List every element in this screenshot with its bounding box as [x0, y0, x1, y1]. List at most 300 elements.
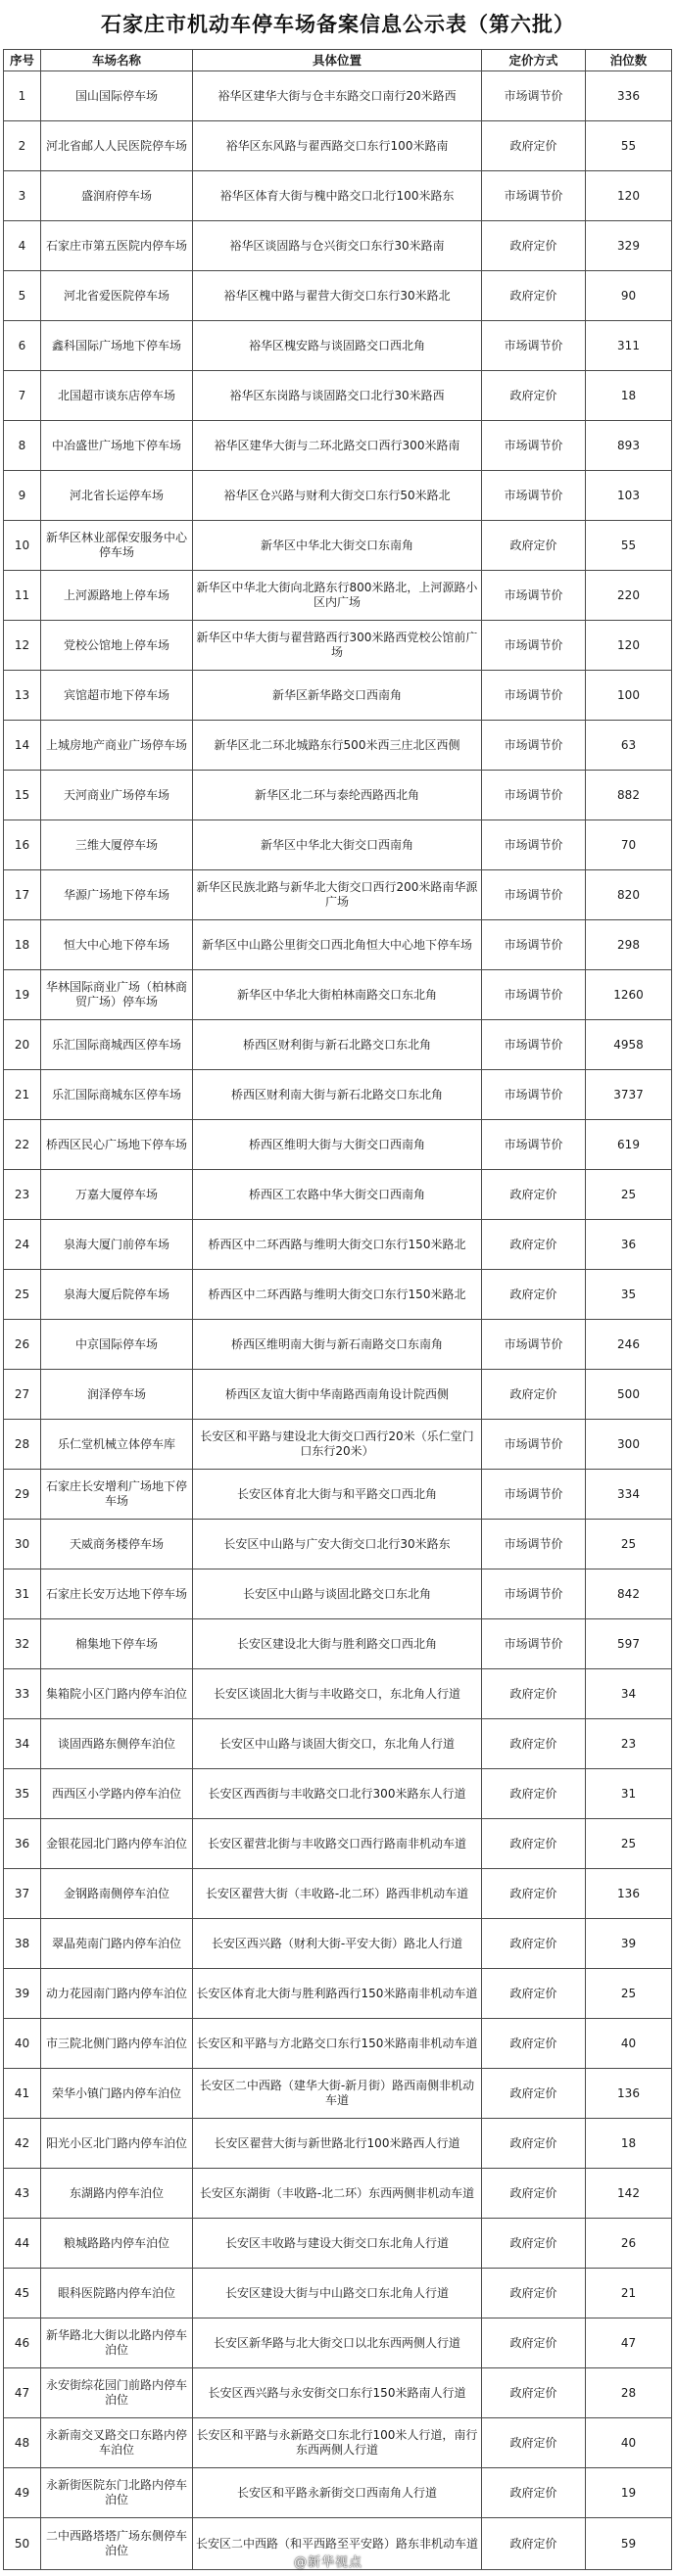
cell-index: 24 — [4, 1220, 41, 1270]
cell-spaces: 100 — [586, 671, 672, 721]
cell-spaces: 19 — [586, 2468, 672, 2518]
table-row — [4, 171, 672, 221]
cell-spaces: 90 — [586, 271, 672, 321]
cell-spaces: 246 — [586, 1320, 672, 1370]
cell-location: 长安区翟营大街与新世路北行100米路西人行道 — [193, 2119, 482, 2169]
cell-pricing: 政府定价 — [482, 521, 586, 571]
cell-pricing: 政府定价 — [482, 2069, 586, 2119]
cell-location: 裕华区谈固路与仓兴街交口东行30米路南 — [193, 221, 482, 271]
cell-pricing: 政府定价 — [482, 1719, 586, 1769]
cell-spaces: 63 — [586, 721, 672, 771]
table-row — [4, 1719, 672, 1769]
cell-name: 翠晶苑南门路内停车泊位 — [41, 1919, 193, 1969]
cell-spaces: 39 — [586, 1919, 672, 1969]
cell-index: 23 — [4, 1170, 41, 1220]
table-row — [4, 671, 672, 721]
cell-location: 长安区建设北大街与胜利路交口西北角 — [193, 1619, 482, 1669]
table-row — [4, 621, 672, 671]
cell-index: 11 — [4, 571, 41, 621]
cell-location: 长安区新华路与北大街交口以北东西两侧人行道 — [193, 2318, 482, 2368]
table-row — [4, 121, 672, 171]
cell-spaces: 25 — [586, 1170, 672, 1220]
cell-location: 裕华区槐安路与谈固路交口西北角 — [193, 321, 482, 371]
table-row — [4, 71, 672, 121]
cell-index: 29 — [4, 1470, 41, 1520]
cell-index: 35 — [4, 1769, 41, 1819]
cell-name: 河北省爱医院停车场 — [41, 271, 193, 321]
cell-index: 28 — [4, 1420, 41, 1470]
cell-index: 12 — [4, 621, 41, 671]
cell-index: 10 — [4, 521, 41, 571]
cell-name: 党校公馆地上停车场 — [41, 621, 193, 671]
cell-pricing: 政府定价 — [482, 1669, 586, 1719]
cell-spaces: 311 — [586, 321, 672, 371]
cell-index: 4 — [4, 221, 41, 271]
cell-name: 桥西区民心广场地下停车场 — [41, 1120, 193, 1170]
cell-location: 新华区中华北大街交口东南角 — [193, 521, 482, 571]
cell-spaces: 55 — [586, 521, 672, 571]
cell-name: 石家庄长安增利广场地下停车场 — [41, 1470, 193, 1520]
header-location: 具体位置 — [193, 50, 482, 71]
cell-name: 河北省长运停车场 — [41, 471, 193, 521]
cell-pricing: 政府定价 — [482, 1370, 586, 1420]
cell-index: 22 — [4, 1120, 41, 1170]
cell-spaces: 300 — [586, 1420, 672, 1470]
cell-spaces: 619 — [586, 1120, 672, 1170]
cell-location: 桥西区财利南大街与新石北路交口东北角 — [193, 1070, 482, 1120]
cell-pricing: 市场调节价 — [482, 671, 586, 721]
table-row — [4, 2468, 672, 2518]
cell-index: 7 — [4, 371, 41, 421]
cell-name: 泉海大厦门前停车场 — [41, 1220, 193, 1270]
cell-spaces: 120 — [586, 621, 672, 671]
cell-location: 新华区北二环与泰纶西路西北角 — [193, 771, 482, 820]
table-row — [4, 1520, 672, 1569]
cell-location: 长安区体育北大街与胜利路西行150米路南非机动车道 — [193, 1969, 482, 2019]
cell-spaces: 136 — [586, 2069, 672, 2119]
cell-pricing: 政府定价 — [482, 2368, 586, 2418]
cell-location: 裕华区槐中路与翟营大街交口东行30米路北 — [193, 271, 482, 321]
cell-pricing: 政府定价 — [482, 1869, 586, 1919]
cell-pricing: 市场调节价 — [482, 1569, 586, 1619]
cell-location: 桥西区中二环西路与维明大街交口东行150米路北 — [193, 1220, 482, 1270]
cell-spaces: 336 — [586, 71, 672, 121]
cell-name: 宾馆超市地下停车场 — [41, 671, 193, 721]
cell-index: 46 — [4, 2318, 41, 2368]
cell-index: 40 — [4, 2019, 41, 2069]
cell-name: 北国超市谈东店停车场 — [41, 371, 193, 421]
cell-index: 42 — [4, 2119, 41, 2169]
cell-spaces: 334 — [586, 1470, 672, 1520]
cell-location: 新华区北二环北城路东行500米西三庄北区西侧 — [193, 721, 482, 771]
cell-location: 桥西区中二环西路与维明大街交口东行150米路北 — [193, 1270, 482, 1320]
cell-pricing: 政府定价 — [482, 2219, 586, 2269]
cell-index: 34 — [4, 1719, 41, 1769]
table-row — [4, 820, 672, 870]
cell-index: 6 — [4, 321, 41, 371]
cell-location: 长安区中山路与谈固大街交口，东北角人行道 — [193, 1719, 482, 1769]
cell-location: 长安区和平路与方北路交口东行150米路南非机动车道 — [193, 2019, 482, 2069]
cell-name: 润泽停车场 — [41, 1370, 193, 1420]
table-row — [4, 1769, 672, 1819]
cell-spaces: 31 — [586, 1769, 672, 1819]
cell-location: 长安区谈固北大街与丰收路交口，东北角人行道 — [193, 1669, 482, 1719]
cell-spaces: 597 — [586, 1619, 672, 1669]
cell-location: 桥西区财利街与新石北路交口东北角 — [193, 1020, 482, 1070]
cell-location: 长安区建设大街与中山路交口东北角人行道 — [193, 2269, 482, 2318]
cell-pricing: 市场调节价 — [482, 721, 586, 771]
cell-spaces: 120 — [586, 171, 672, 221]
cell-index: 17 — [4, 870, 41, 920]
cell-name: 新华区林业部保安服务中心停车场 — [41, 521, 193, 571]
cell-name: 河北省邮人人民医院停车场 — [41, 121, 193, 171]
cell-spaces: 40 — [586, 2019, 672, 2069]
table-row — [4, 571, 672, 621]
cell-spaces: 882 — [586, 771, 672, 820]
cell-index: 37 — [4, 1869, 41, 1919]
cell-location: 长安区二中西路（和平西路至平安路）路东非机动车道 — [193, 2518, 482, 2570]
cell-spaces: 55 — [586, 121, 672, 171]
cell-name: 二中西路塔塔广场东侧停车泊位 — [41, 2518, 193, 2570]
cell-name: 中京国际停车场 — [41, 1320, 193, 1370]
cell-location: 长安区西兴路与永安街交口东行150米路南人行道 — [193, 2368, 482, 2418]
cell-location: 桥西区友谊大街中华南路西南角设计院西侧 — [193, 1370, 482, 1420]
cell-spaces: 842 — [586, 1569, 672, 1619]
cell-location: 长安区西西街与丰收路交口北行300米路东人行道 — [193, 1769, 482, 1819]
cell-pricing: 市场调节价 — [482, 1520, 586, 1569]
cell-spaces: 35 — [586, 1270, 672, 1320]
table-row — [4, 2119, 672, 2169]
cell-location: 桥西区维明大街与大街交口西南角 — [193, 1120, 482, 1170]
cell-index: 31 — [4, 1569, 41, 1619]
table-row — [4, 1470, 672, 1520]
cell-pricing: 市场调节价 — [482, 1070, 586, 1120]
cell-spaces: 18 — [586, 2119, 672, 2169]
cell-spaces: 40 — [586, 2418, 672, 2468]
cell-name: 上城房地产商业广场停车场 — [41, 721, 193, 771]
cell-pricing: 市场调节价 — [482, 621, 586, 671]
cell-location: 裕华区仓兴路与财利大街交口东行50米路北 — [193, 471, 482, 521]
cell-pricing: 政府定价 — [482, 2418, 586, 2468]
cell-spaces: 28 — [586, 2368, 672, 2418]
cell-spaces: 820 — [586, 870, 672, 920]
header-row — [4, 50, 672, 71]
cell-pricing: 市场调节价 — [482, 920, 586, 970]
cell-name: 天威商务楼停车场 — [41, 1520, 193, 1569]
cell-pricing: 市场调节价 — [482, 1619, 586, 1669]
table-row — [4, 1569, 672, 1619]
cell-name: 粮城路路内停车泊位 — [41, 2219, 193, 2269]
cell-location: 桥西区维明南大街与新石南路交口东南角 — [193, 1320, 482, 1370]
table-row — [4, 1420, 672, 1470]
cell-index: 14 — [4, 721, 41, 771]
cell-index: 27 — [4, 1370, 41, 1420]
cell-location: 长安区和平路与永新路交口东北行100米人行道，南行东西两侧人行道 — [193, 2418, 482, 2468]
cell-pricing: 政府定价 — [482, 2119, 586, 2169]
cell-name: 鑫科国际广场地下停车场 — [41, 321, 193, 371]
table-row — [4, 2269, 672, 2318]
cell-pricing: 市场调节价 — [482, 970, 586, 1020]
header-index: 序号 — [4, 50, 41, 71]
cell-location: 长安区西兴路（财利大街-平安大街）路北人行道 — [193, 1919, 482, 1969]
watermark: @新华视点 — [294, 2555, 363, 2570]
cell-name: 谈固西路东侧停车泊位 — [41, 1719, 193, 1769]
cell-spaces: 23 — [586, 1719, 672, 1769]
cell-name: 石家庄市第五医院内停车场 — [41, 221, 193, 271]
cell-name: 恒大中心地下停车场 — [41, 920, 193, 970]
cell-location: 裕华区东岗路与谈固路交口北行30米路西 — [193, 371, 482, 421]
table-row — [4, 1170, 672, 1220]
cell-name: 乐仁堂机械立体停车库 — [41, 1420, 193, 1470]
table-row — [4, 421, 672, 471]
cell-location: 裕华区体育大街与槐中路交口北行100米路东 — [193, 171, 482, 221]
table-row — [4, 221, 672, 271]
cell-name: 金银花园北门路内停车泊位 — [41, 1819, 193, 1869]
cell-location: 裕华区建华大街与仓丰东路交口南行20米路西 — [193, 71, 482, 121]
cell-pricing: 政府定价 — [482, 1919, 586, 1969]
table-row — [4, 471, 672, 521]
cell-location: 长安区中山路与广安大街交口北行30米路东 — [193, 1520, 482, 1569]
cell-spaces: 25 — [586, 1819, 672, 1869]
table-row — [4, 721, 672, 771]
cell-pricing: 政府定价 — [482, 121, 586, 171]
cell-pricing: 政府定价 — [482, 271, 586, 321]
table-row — [4, 1819, 672, 1869]
cell-pricing: 政府定价 — [482, 1220, 586, 1270]
cell-name: 万嘉大厦停车场 — [41, 1170, 193, 1220]
cell-name: 荣华小镇门路内停车泊位 — [41, 2069, 193, 2119]
cell-pricing: 市场调节价 — [482, 471, 586, 521]
cell-location: 裕华区东风路与翟西路交口东行100米路南 — [193, 121, 482, 171]
cell-name: 华林国际商业广场（柏林商贸广场）停车场 — [41, 970, 193, 1020]
cell-location: 裕华区建华大街与二环北路交口西行300米路南 — [193, 421, 482, 471]
cell-spaces: 59 — [586, 2518, 672, 2570]
cell-pricing: 政府定价 — [482, 371, 586, 421]
cell-name: 金钢路南侧停车泊位 — [41, 1869, 193, 1919]
cell-pricing: 政府定价 — [482, 2468, 586, 2518]
cell-spaces: 36 — [586, 1220, 672, 1270]
table-row — [4, 1919, 672, 1969]
cell-index: 21 — [4, 1070, 41, 1120]
cell-spaces: 3737 — [586, 1070, 672, 1120]
cell-location: 长安区和平路永新街交口西南角人行道 — [193, 2468, 482, 2518]
cell-pricing: 市场调节价 — [482, 771, 586, 820]
cell-name: 阳光小区北门路内停车泊位 — [41, 2119, 193, 2169]
cell-pricing: 政府定价 — [482, 1270, 586, 1320]
cell-index: 3 — [4, 171, 41, 221]
table-row — [4, 1320, 672, 1370]
table-row — [4, 2318, 672, 2368]
cell-pricing: 市场调节价 — [482, 571, 586, 621]
cell-index: 38 — [4, 1919, 41, 1969]
cell-pricing: 市场调节价 — [482, 1420, 586, 1470]
table-row — [4, 870, 672, 920]
cell-location: 桥西区工农路中华大街交口西南角 — [193, 1170, 482, 1220]
cell-pricing: 政府定价 — [482, 1969, 586, 2019]
cell-pricing: 政府定价 — [482, 2169, 586, 2219]
cell-spaces: 136 — [586, 1869, 672, 1919]
cell-index: 9 — [4, 471, 41, 521]
cell-pricing: 政府定价 — [482, 1819, 586, 1869]
cell-index: 30 — [4, 1520, 41, 1569]
cell-index: 39 — [4, 1969, 41, 2019]
cell-pricing: 市场调节价 — [482, 870, 586, 920]
cell-index: 2 — [4, 121, 41, 171]
cell-spaces: 893 — [586, 421, 672, 471]
cell-spaces: 25 — [586, 1969, 672, 2019]
table-row — [4, 1869, 672, 1919]
cell-pricing: 政府定价 — [482, 2269, 586, 2318]
table-row — [4, 1270, 672, 1320]
cell-spaces: 142 — [586, 2169, 672, 2219]
table-row — [4, 1370, 672, 1420]
cell-spaces: 34 — [586, 1669, 672, 1719]
table-row — [4, 1669, 672, 1719]
cell-index: 16 — [4, 820, 41, 870]
cell-name: 西西区小学路内停车泊位 — [41, 1769, 193, 1819]
table-row — [4, 271, 672, 321]
cell-pricing: 政府定价 — [482, 2019, 586, 2069]
cell-location: 新华区中华北大街柏林南路交口东北角 — [193, 970, 482, 1020]
cell-spaces: 21 — [586, 2269, 672, 2318]
cell-pricing: 政府定价 — [482, 2318, 586, 2368]
cell-location: 新华区新华路交口西南角 — [193, 671, 482, 721]
cell-index: 50 — [4, 2518, 41, 2570]
cell-name: 永安街综花园门前路内停车泊位 — [41, 2368, 193, 2418]
cell-index: 33 — [4, 1669, 41, 1719]
cell-pricing: 市场调节价 — [482, 1320, 586, 1370]
cell-index: 45 — [4, 2269, 41, 2318]
cell-location: 长安区中山路与谈固北路交口东北角 — [193, 1569, 482, 1619]
cell-location: 新华区中华北大街向北路东行800米路北，上河源路小区内广场 — [193, 571, 482, 621]
cell-index: 26 — [4, 1320, 41, 1370]
cell-name: 眼科医院路内停车泊位 — [41, 2269, 193, 2318]
page-title: 石家庄市机动车停车场备案信息公示表（第六批） — [101, 13, 575, 36]
cell-name: 三维大厦停车场 — [41, 820, 193, 870]
cell-index: 48 — [4, 2418, 41, 2468]
cell-index: 47 — [4, 2368, 41, 2418]
cell-pricing: 市场调节价 — [482, 71, 586, 121]
table-row — [4, 371, 672, 421]
cell-pricing: 市场调节价 — [482, 321, 586, 371]
header-pricing: 定价方式 — [482, 50, 586, 71]
cell-pricing: 政府定价 — [482, 221, 586, 271]
cell-pricing: 市场调节价 — [482, 820, 586, 870]
table-row — [4, 521, 672, 571]
table-row — [4, 1120, 672, 1170]
table-row — [4, 1220, 672, 1270]
cell-index: 1 — [4, 71, 41, 121]
cell-name: 石家庄长安万达地下停车场 — [41, 1569, 193, 1619]
cell-name: 盛润府停车场 — [41, 171, 193, 221]
cell-index: 15 — [4, 771, 41, 820]
cell-name: 永新南交叉路交口东路内停车泊位 — [41, 2418, 193, 2468]
cell-name: 上河源路地上停车场 — [41, 571, 193, 621]
cell-index: 32 — [4, 1619, 41, 1669]
cell-location: 新华区中山路公里街交口西北角恒大中心地下停车场 — [193, 920, 482, 970]
cell-location: 长安区体育北大街与和平路交口西北角 — [193, 1470, 482, 1520]
cell-location: 长安区翟营大街（丰收路-北二环）路西非机动车道 — [193, 1869, 482, 1919]
cell-spaces: 1260 — [586, 970, 672, 1020]
cell-location: 长安区丰收路与建设大街交口东北角人行道 — [193, 2219, 482, 2269]
cell-spaces: 298 — [586, 920, 672, 970]
cell-location: 长安区二中西路（建华大街-新月街）路西南侧非机动车道 — [193, 2069, 482, 2119]
cell-spaces: 4958 — [586, 1020, 672, 1070]
cell-index: 49 — [4, 2468, 41, 2518]
cell-name: 乐汇国际商城西区停车场 — [41, 1020, 193, 1070]
cell-pricing: 市场调节价 — [482, 1470, 586, 1520]
table-row — [4, 1969, 672, 2019]
cell-index: 41 — [4, 2069, 41, 2119]
cell-name: 泉海大厦后院停车场 — [41, 1270, 193, 1320]
cell-name: 国山国际停车场 — [41, 71, 193, 121]
cell-name: 永新街医院东门北路内停车泊位 — [41, 2468, 193, 2518]
table-row — [4, 2219, 672, 2269]
cell-location: 长安区和平路与建设北大街交口西行20米（乐仁堂门口东行20米） — [193, 1420, 482, 1470]
cell-pricing: 市场调节价 — [482, 171, 586, 221]
cell-index: 43 — [4, 2169, 41, 2219]
cell-name: 天河商业广场停车场 — [41, 771, 193, 820]
cell-spaces: 70 — [586, 820, 672, 870]
table-row — [4, 321, 672, 371]
cell-name: 动力花园南门路内停车泊位 — [41, 1969, 193, 2019]
cell-location: 长安区翟营北街与丰收路交口西行路南非机动车道 — [193, 1819, 482, 1869]
cell-spaces: 329 — [586, 221, 672, 271]
cell-pricing: 市场调节价 — [482, 421, 586, 471]
cell-spaces: 26 — [586, 2219, 672, 2269]
table-body — [4, 71, 672, 2570]
cell-index: 13 — [4, 671, 41, 721]
cell-name: 市三院北侧门路内停车泊位 — [41, 2019, 193, 2069]
cell-pricing: 政府定价 — [482, 2518, 586, 2570]
cell-index: 5 — [4, 271, 41, 321]
cell-index: 44 — [4, 2219, 41, 2269]
cell-pricing: 市场调节价 — [482, 1020, 586, 1070]
header-spaces: 泊位数 — [586, 50, 672, 71]
cell-index: 20 — [4, 1020, 41, 1070]
table-row — [4, 2069, 672, 2119]
cell-name: 中冶盛世广场地下停车场 — [41, 421, 193, 471]
cell-index: 8 — [4, 421, 41, 471]
table-row — [4, 920, 672, 970]
cell-spaces: 18 — [586, 371, 672, 421]
cell-name: 新华路北大街以北路内停车泊位 — [41, 2318, 193, 2368]
table-row — [4, 2368, 672, 2418]
cell-name: 乐汇国际商城东区停车场 — [41, 1070, 193, 1120]
cell-location: 新华区民族北路与新华北大街交口西行200米路南华源广场 — [193, 870, 482, 920]
cell-pricing: 政府定价 — [482, 1769, 586, 1819]
table-row — [4, 1619, 672, 1669]
cell-name: 东湖路内停车泊位 — [41, 2169, 193, 2219]
cell-index: 18 — [4, 920, 41, 970]
table-row — [4, 1020, 672, 1070]
table-row — [4, 771, 672, 820]
cell-spaces: 47 — [586, 2318, 672, 2368]
table-row — [4, 2019, 672, 2069]
cell-location: 新华区中华大街与翟营路西行300米路西党校公馆前广场 — [193, 621, 482, 671]
cell-index: 36 — [4, 1819, 41, 1869]
table-row — [4, 1070, 672, 1120]
table-row — [4, 2418, 672, 2468]
cell-pricing: 政府定价 — [482, 1170, 586, 1220]
cell-pricing: 市场调节价 — [482, 1120, 586, 1170]
cell-name: 棉集地下停车场 — [41, 1619, 193, 1669]
cell-location: 新华区中华北大街交口西南角 — [193, 820, 482, 870]
cell-name: 集箱院小区门路内停车泊位 — [41, 1669, 193, 1719]
cell-spaces: 500 — [586, 1370, 672, 1420]
cell-spaces: 103 — [586, 471, 672, 521]
cell-spaces: 25 — [586, 1520, 672, 1569]
